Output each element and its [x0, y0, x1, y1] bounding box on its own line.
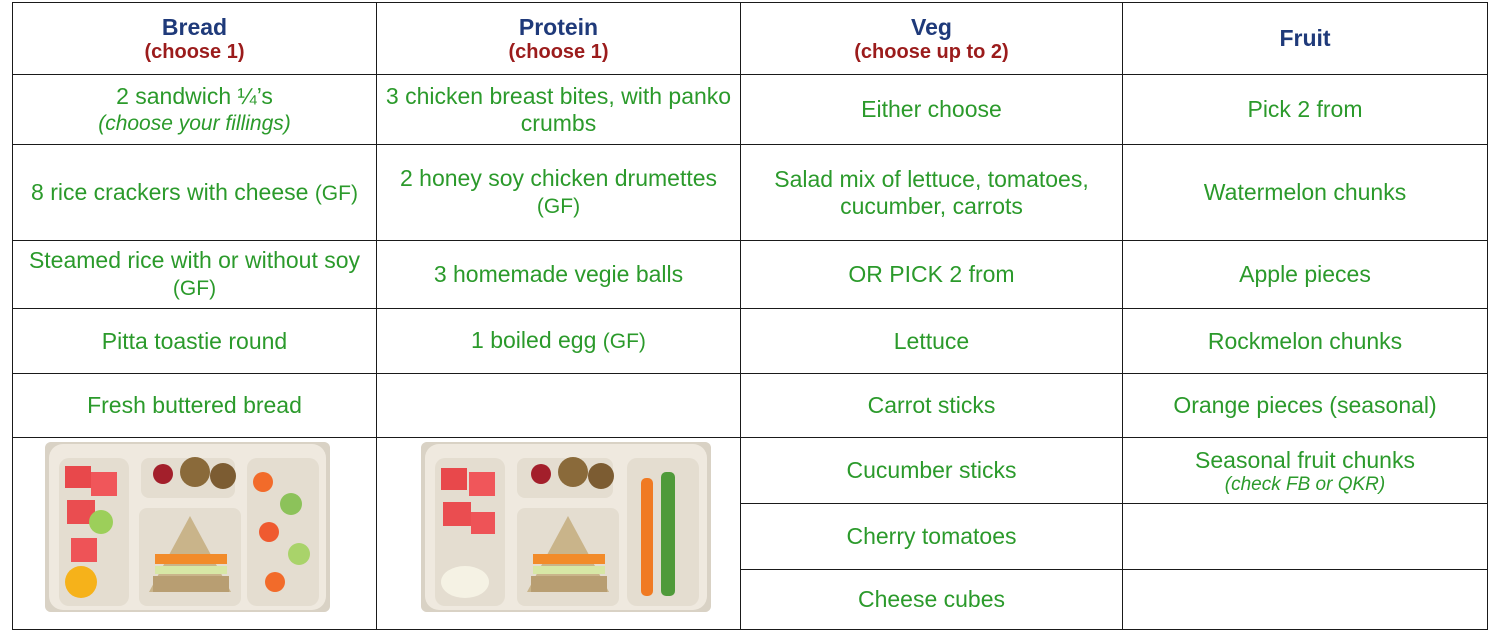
bread-subtitle: (choose 1): [144, 41, 245, 63]
fruit-item: Watermelon chunks: [1203, 179, 1407, 205]
table-row: [13, 75, 1488, 145]
bread-title: Bread: [161, 14, 228, 40]
fruit-item: Apple pieces: [1239, 261, 1371, 287]
veg-item: Lettuce: [893, 327, 970, 354]
fruit-cell: [1123, 309, 1488, 374]
veg-item: Cucumber sticks: [846, 457, 1017, 483]
fruit-cell: [1123, 75, 1488, 145]
veg-cell: [741, 438, 1123, 504]
veg-cell: [741, 75, 1123, 145]
gf-tag: (GF): [602, 330, 646, 353]
bread-cell: [13, 145, 377, 241]
protein-cell: [377, 145, 741, 241]
lunch-menu-table: [12, 2, 1488, 630]
bread-cell: [13, 309, 377, 374]
protein-cell: [377, 75, 741, 145]
veg-item: Cherry tomatoes: [846, 523, 1017, 549]
bread-item: 2 sandwich ¼’s: [116, 82, 273, 109]
veg-cell: [741, 374, 1123, 438]
table-row: [13, 309, 1488, 374]
table-row: [13, 145, 1488, 241]
veg-header: [741, 3, 1123, 75]
protein-title: Protein: [518, 14, 599, 40]
fruit-item: Orange pieces (seasonal): [1173, 392, 1437, 418]
protein-lunchbox-photo-cell: [377, 438, 741, 630]
bread-cell: [13, 374, 377, 438]
fruit-title: Fruit: [1279, 25, 1331, 51]
bread-cell: [13, 241, 377, 309]
protein-cell: [377, 309, 741, 374]
veg-cell: [741, 145, 1123, 241]
fruit-note: (check FB or QKR): [1224, 473, 1386, 495]
fruit-item: Rockmelon chunks: [1207, 327, 1403, 354]
bread-cell: [13, 75, 377, 145]
veg-title: Veg: [911, 14, 952, 40]
protein-subtitle: (choose 1): [508, 41, 609, 63]
veg-cell: [741, 309, 1123, 374]
bread-item: Pitta toastie round: [101, 327, 288, 354]
sandwich-lunchbox-photo: [45, 442, 330, 612]
table-row: [13, 438, 1488, 504]
gf-tag: (GF): [172, 277, 217, 300]
protein-header: [377, 3, 741, 75]
table-row: [13, 241, 1488, 309]
protein-cell: [377, 374, 741, 438]
veg-instruction: OR PICK 2 from: [848, 261, 1015, 287]
fruit-cell: [1123, 374, 1488, 438]
bread-lunchbox-photo-cell: [13, 438, 377, 630]
veg-cell: [741, 504, 1123, 570]
bread-item: 8 rice crackers with cheese: [31, 178, 309, 205]
fruit-item: Seasonal fruit chunks: [1195, 446, 1415, 473]
fruit-cell: [1123, 145, 1488, 241]
fruit-cell: [1123, 241, 1488, 309]
veg-item: Salad mix of lettuce, tomatoes, cucumber, carrots: [774, 165, 1089, 219]
veg-item: Carrot sticks: [867, 392, 996, 418]
veg-cell: [741, 241, 1123, 309]
table-row: [13, 374, 1488, 438]
bread-item: Fresh buttered bread: [87, 392, 302, 418]
veg-item: Cheese cubes: [857, 586, 1006, 612]
protein-item: 2 honey soy chicken drumettes: [399, 165, 718, 191]
protein-item: 3 homemade vegie balls: [433, 261, 684, 287]
protein-item: 1 boiled egg: [471, 327, 597, 353]
protein-lunchbox-photo: [421, 442, 711, 612]
veg-instruction: Either choose: [861, 96, 1002, 122]
protein-item: 3 chicken breast bites, with panko crumbs: [385, 82, 732, 136]
gf-tag: (GF): [314, 181, 358, 205]
bread-header: [13, 3, 377, 75]
header-row: [13, 3, 1488, 75]
fruit-cell: [1123, 504, 1488, 570]
protein-cell: [377, 241, 741, 309]
fruit-cell: [1123, 570, 1488, 630]
fruit-instruction: Pick 2 from: [1247, 96, 1363, 122]
gf-tag: (GF): [536, 195, 581, 218]
bread-note: (choose your fillings): [98, 111, 291, 135]
veg-cell: [741, 570, 1123, 630]
fruit-header: [1123, 3, 1488, 75]
fruit-cell: [1123, 438, 1488, 504]
veg-subtitle: (choose up to 2): [854, 41, 1009, 63]
bread-item: Steamed rice with or without soy: [28, 247, 361, 273]
